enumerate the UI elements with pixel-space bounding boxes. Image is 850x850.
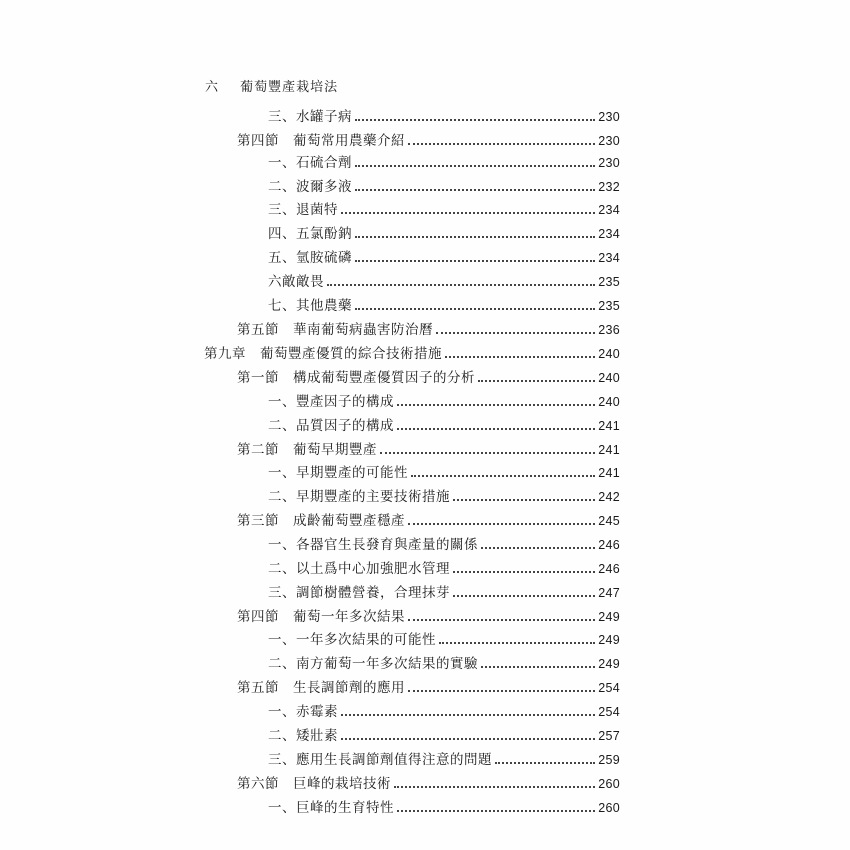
toc-entry-label	[268, 392, 394, 412]
toc-section-entry	[237, 678, 620, 698]
toc-entry-label	[237, 440, 377, 460]
dot-leader	[478, 380, 595, 382]
dot-leader	[436, 332, 595, 334]
toc-item-entry	[268, 535, 620, 555]
toc-entry-page-number: 235	[598, 275, 620, 289]
toc-entry-label	[268, 224, 352, 244]
toc-entry-prefix: 第二節	[237, 442, 279, 458]
dot-leader	[355, 165, 595, 167]
toc-entry-prefix: 第一節	[237, 370, 279, 386]
toc-entry-title: 構成葡萄豐產優質因子的分析	[293, 370, 475, 386]
dot-leader	[439, 642, 595, 644]
toc-entry-title: 六敵敵畏	[268, 274, 324, 290]
toc-entry-label	[237, 320, 433, 340]
toc-item-entry	[268, 416, 620, 436]
toc-item-entry	[268, 654, 620, 674]
toc-entry-page-number: 241	[598, 443, 620, 457]
toc-entry-title: 一、一年多次結果的可能性	[268, 632, 436, 648]
toc-entry-prefix: 第四節	[237, 609, 279, 625]
toc-entry-prefix: 第九章	[204, 346, 246, 362]
dot-leader	[481, 547, 595, 549]
toc-entry-label	[268, 535, 478, 555]
toc-item-entry	[268, 559, 620, 579]
toc-entry-page-number: 257	[598, 729, 620, 743]
dot-leader	[341, 738, 595, 740]
toc-entry-prefix: 第四節	[237, 133, 279, 149]
toc-entry-page-number: 260	[598, 777, 620, 791]
toc-entry-page-number: 232	[598, 180, 620, 194]
toc-entry-title: 成齡葡萄豐產穩產	[293, 513, 405, 529]
toc-entry-prefix: 第五節	[237, 680, 279, 696]
toc-entry-page-number: 241	[598, 419, 620, 433]
dot-leader	[408, 619, 595, 621]
toc-item-entry	[268, 583, 620, 603]
toc-item-entry	[268, 726, 620, 746]
toc-entry-page-number: 245	[598, 514, 620, 528]
toc-section-entry	[237, 774, 620, 794]
dot-leader	[394, 786, 595, 788]
toc-entry-label	[268, 296, 352, 316]
toc-entry-label	[268, 798, 394, 818]
toc-entry-prefix: 第五節	[237, 322, 279, 338]
toc-entry-title: 一、各器官生長發育與產量的關係	[268, 537, 478, 553]
toc-entry-label	[237, 511, 405, 531]
toc-entry-label	[268, 272, 324, 292]
toc-entry-label	[237, 678, 405, 698]
toc-entry-title: 生長調節劑的應用	[293, 680, 405, 696]
dot-leader	[355, 236, 595, 238]
toc-entry-title: 二、矮壯素	[268, 728, 338, 744]
toc-entry-title: 一、石硫合劑	[268, 155, 352, 171]
toc-entry-title: 葡萄一年多次結果	[293, 609, 405, 625]
toc-entry-page-number: 247	[598, 586, 620, 600]
toc-section-entry	[237, 131, 620, 151]
toc-entry-title: 一、早期豐產的可能性	[268, 465, 408, 481]
toc-entry-title: 二、波爾多液	[268, 179, 352, 195]
toc-item-entry	[268, 296, 620, 316]
toc-item-entry	[268, 750, 620, 770]
dot-leader	[397, 428, 595, 430]
toc-entry-page-number: 234	[598, 203, 620, 217]
toc-entry-title: 三、水罐子病	[268, 109, 352, 125]
toc-entry-title: 一、豐產因子的構成	[268, 394, 394, 410]
toc-entry-page-number: 246	[598, 562, 620, 576]
dot-leader	[408, 690, 595, 692]
toc-entry-page-number: 234	[598, 251, 620, 265]
toc-entry-label	[268, 726, 338, 746]
toc-entry-title: 三、調節樹體營養，合理抹芽	[268, 585, 450, 601]
toc-entry-page-number: 260	[598, 801, 620, 815]
toc-entry-label	[268, 487, 450, 507]
toc-entry-title: 葡萄早期豐產	[293, 442, 377, 458]
toc-entry-title: 二、早期豐產的主要技術措施	[268, 489, 450, 505]
toc-entry-page-number: 254	[598, 681, 620, 695]
toc-item-entry	[268, 200, 620, 220]
toc-entry-page-number: 230	[598, 156, 620, 170]
dot-leader	[453, 571, 595, 573]
toc-item-entry	[268, 487, 620, 507]
toc-entry-title: 二、品質因子的構成	[268, 418, 394, 434]
dot-leader	[355, 308, 595, 310]
dot-leader	[397, 810, 595, 812]
toc-item-entry	[268, 248, 620, 268]
toc-entry-title: 二、以土爲中心加強肥水管理	[268, 561, 450, 577]
toc-entry-page-number: 240	[598, 371, 620, 385]
toc-entry-prefix: 第六節	[237, 776, 279, 792]
toc-item-entry	[268, 463, 620, 483]
toc-item-entry	[268, 153, 620, 173]
dot-leader	[408, 523, 595, 525]
toc-entry-label	[204, 344, 442, 364]
toc-entry-label	[237, 131, 405, 151]
toc-entry-page-number: 230	[598, 134, 620, 148]
toc-entry-page-number: 246	[598, 538, 620, 552]
dot-leader	[380, 452, 595, 454]
toc-entry-title: 三、退菌特	[268, 202, 338, 218]
running-header	[205, 76, 338, 95]
toc-item-entry	[268, 392, 620, 412]
toc-entry-label	[268, 416, 394, 436]
toc-entry-label	[268, 559, 450, 579]
toc-entry-title: 五、氫胺硫磷	[268, 250, 352, 266]
toc-entry-page-number: 249	[598, 633, 620, 647]
toc-item-entry	[268, 272, 620, 292]
toc-section-entry	[237, 440, 620, 460]
toc-entry-label	[268, 177, 352, 197]
toc-item-entry	[268, 224, 620, 244]
toc-entry-prefix: 第三節	[237, 513, 279, 529]
dot-leader	[341, 714, 595, 716]
dot-leader	[495, 762, 595, 764]
toc-section-entry	[237, 368, 620, 388]
toc-entry-label	[237, 607, 405, 627]
toc-entry-page-number: 240	[598, 395, 620, 409]
toc-entry-label	[268, 583, 450, 603]
toc-entry-title: 葡萄常用農藥介紹	[293, 133, 405, 149]
toc-entry-label	[237, 774, 391, 794]
header-page-number: 六	[205, 80, 220, 95]
toc-entry-page-number: 249	[598, 657, 620, 671]
toc-entry-title: 七、其他農藥	[268, 298, 352, 314]
toc-entry-label	[268, 463, 408, 483]
toc-item-entry	[268, 177, 620, 197]
toc-entry-title: 巨峰的栽培技術	[293, 776, 391, 792]
toc-section-entry	[237, 607, 620, 627]
toc-entry-page-number: 241	[598, 466, 620, 480]
dot-leader	[453, 499, 595, 501]
toc-entry-page-number: 230	[598, 110, 620, 124]
toc-entry-label	[268, 750, 492, 770]
toc-item-entry	[268, 702, 620, 722]
toc-entry-page-number: 249	[598, 610, 620, 624]
toc-entry-label	[268, 153, 352, 173]
dot-leader	[355, 260, 595, 262]
toc-entry-label	[268, 654, 478, 674]
dot-leader	[481, 666, 595, 668]
toc-entry-title: 一、赤霉素	[268, 704, 338, 720]
dot-leader	[453, 595, 595, 597]
toc-chapter-entry	[204, 344, 620, 364]
toc-entry-label	[268, 107, 352, 127]
toc-entry-page-number: 259	[598, 753, 620, 767]
dot-leader	[355, 189, 595, 191]
toc-item-entry	[268, 107, 620, 127]
toc-entry-title: 三、應用生長調節劑值得注意的問題	[268, 752, 492, 768]
toc-item-entry	[268, 630, 620, 650]
header-book-title: 葡萄豐產栽培法	[240, 80, 339, 95]
dot-leader	[445, 356, 595, 358]
toc-entry-page-number: 240	[598, 347, 620, 361]
dot-leader	[355, 119, 595, 121]
dot-leader	[397, 404, 595, 406]
toc-entry-label	[268, 630, 436, 650]
toc-entry-label	[268, 702, 338, 722]
dot-leader	[327, 284, 595, 286]
toc-section-entry	[237, 320, 620, 340]
toc-entry-label	[268, 200, 338, 220]
toc-entry-page-number: 242	[598, 490, 620, 504]
toc-entry-page-number: 235	[598, 299, 620, 313]
toc-entry-title: 四、五氯酚鈉	[268, 226, 352, 242]
toc-entry-title: 一、巨峰的生育特性	[268, 800, 394, 816]
toc-entry-label	[237, 368, 475, 388]
toc-section-entry	[237, 511, 620, 531]
toc-item-entry	[268, 798, 620, 818]
toc-entry-page-number: 254	[598, 705, 620, 719]
toc-entry-page-number: 236	[598, 323, 620, 337]
toc-entry-label	[268, 248, 352, 268]
toc-entry-title: 二、南方葡萄一年多次結果的實驗	[268, 656, 478, 672]
dot-leader	[341, 212, 595, 214]
toc-entry-title: 華南葡萄病蟲害防治曆	[293, 322, 433, 338]
toc-entry-page-number: 234	[598, 227, 620, 241]
dot-leader	[408, 143, 595, 145]
toc-entry-title: 葡萄豐產優質的綜合技術措施	[260, 346, 442, 362]
dot-leader	[411, 475, 595, 477]
